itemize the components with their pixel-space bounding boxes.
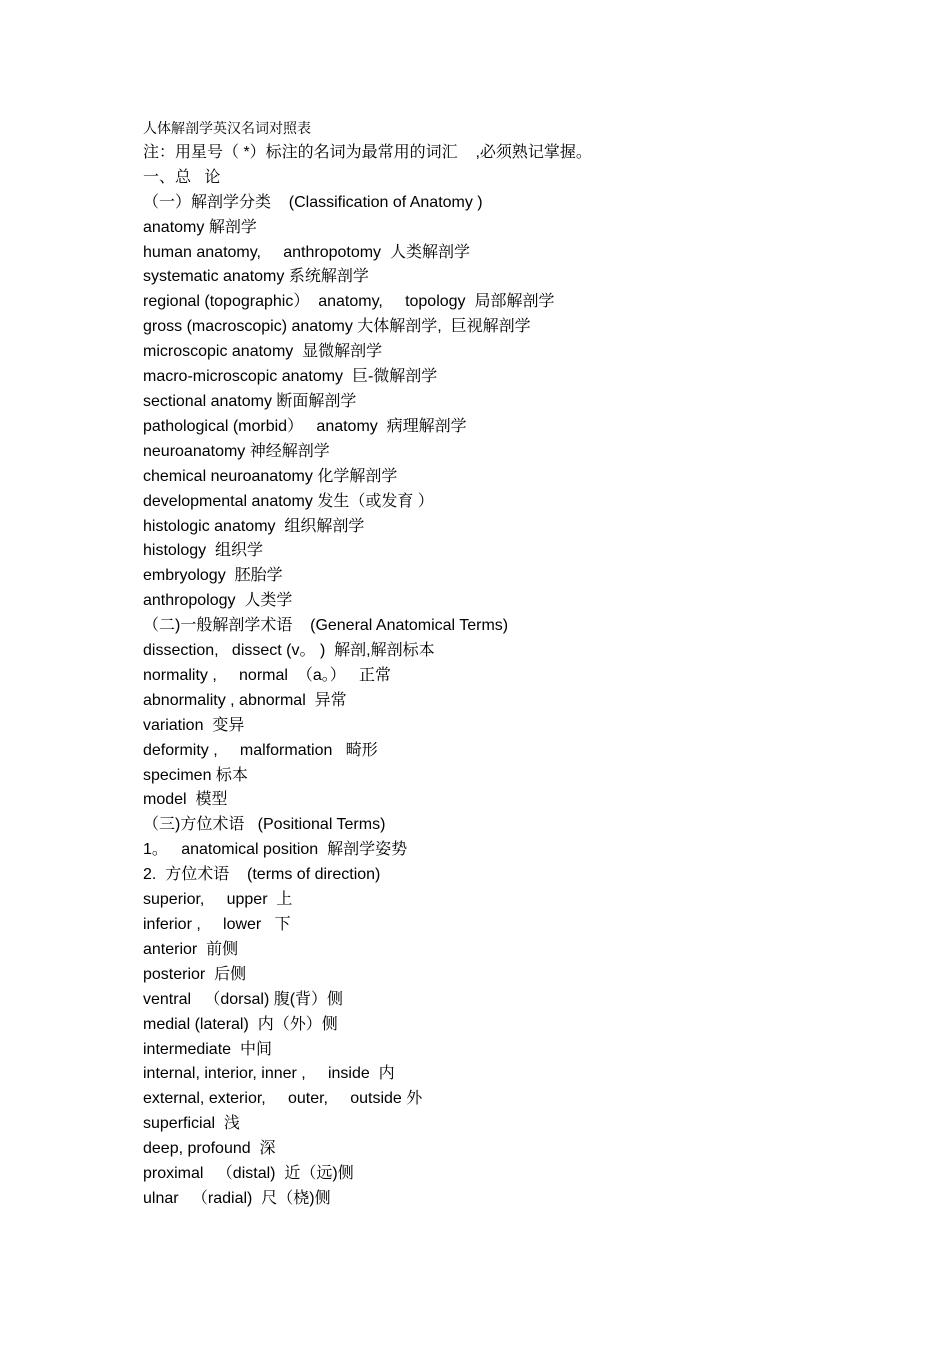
text-line: ulnar （radial) 尺（桡)侧 xyxy=(143,1189,331,1207)
text-line: dissection, dissect (v。 ) 解剖,解剖标本 xyxy=(143,642,435,660)
text-line: embryology 胚胎学 xyxy=(143,567,283,585)
text-line: macro-microscopic anatomy 巨-微解剖学 xyxy=(143,368,438,386)
text-line: pathological (morbid） anatomy 病理解剖学 xyxy=(143,417,467,435)
text-line: 一、总 论 xyxy=(143,168,221,186)
text-line: posterior 后侧 xyxy=(143,965,247,983)
text-line: （一）解剖学分类 (Classification of Anatomy ) xyxy=(143,193,483,211)
text-line: superficial 浅 xyxy=(143,1115,240,1133)
document-title: 人体解剖学英汉名词对照表 xyxy=(143,120,311,136)
text-line: microscopic anatomy 显微解剖学 xyxy=(143,343,383,361)
text-line: medial (lateral) 内（外）侧 xyxy=(143,1015,338,1033)
text-line: abnormality , abnormal 异常 xyxy=(143,691,347,709)
text-line: anthropology 人类学 xyxy=(143,592,293,610)
text-line: deformity , malformation 畸形 xyxy=(143,741,378,759)
text-line: proximal （distal) 近（远)侧 xyxy=(143,1165,354,1183)
text-line: regional (topographic） anatomy, topology 局部解剖学 xyxy=(143,293,555,311)
text-line: histology 组织学 xyxy=(143,542,264,560)
text-line: external, exterior, outer, outside 外 xyxy=(143,1090,423,1108)
text-line: neuroanatomy 神经解剖学 xyxy=(143,442,330,460)
text-line: （二)一般解剖学术语 (General Anatomical Terms) xyxy=(143,617,509,635)
text-line: histologic anatomy 组织解剖学 xyxy=(143,517,365,535)
text-line: ventral （dorsal) 腹(背）侧 xyxy=(143,990,344,1008)
text-line: 2. 方位术语 (terms of direction) xyxy=(143,866,381,884)
text-line: human anatomy, anthropotomy 人类解剖学 xyxy=(143,243,470,261)
text-line: superior, upper 上 xyxy=(143,891,293,909)
text-line: 1。 anatomical position 解剖学姿势 xyxy=(143,841,408,859)
text-line: inferior , lower 下 xyxy=(143,916,291,933)
text-line: deep, profound 深 xyxy=(143,1140,276,1158)
text-line: 注：用星号（ *）标注的名词为最常用的词汇 ,必须熟记掌握。 xyxy=(143,143,592,161)
document-body xyxy=(143,116,903,1212)
text-line: （三)方位术语 (Positional Terms) xyxy=(143,816,386,834)
text-line: anterior 前侧 xyxy=(143,940,239,958)
text-line: chemical neuroanatomy 化学解剖学 xyxy=(143,467,398,485)
text-line: variation 变异 xyxy=(143,716,245,734)
text-line: internal, interior, inner , inside 内 xyxy=(143,1065,395,1083)
text-line: gross (macroscopic) anatomy 大体解剖学, 巨视解剖学 xyxy=(143,318,531,336)
text-line: sectional anatomy 断面解剖学 xyxy=(143,392,357,410)
text-line: intermediate 中间 xyxy=(143,1040,272,1058)
text-line: normality , normal （a。） 正常 xyxy=(143,666,392,684)
text-line: model 模型 xyxy=(143,791,228,809)
text-line: systematic anatomy 系统解剖学 xyxy=(143,268,369,286)
text-line: developmental anatomy 发生（或发育 ） xyxy=(143,492,434,510)
text-line: anatomy 解剖学 xyxy=(143,218,257,236)
text-line: specimen 标本 xyxy=(143,766,248,784)
